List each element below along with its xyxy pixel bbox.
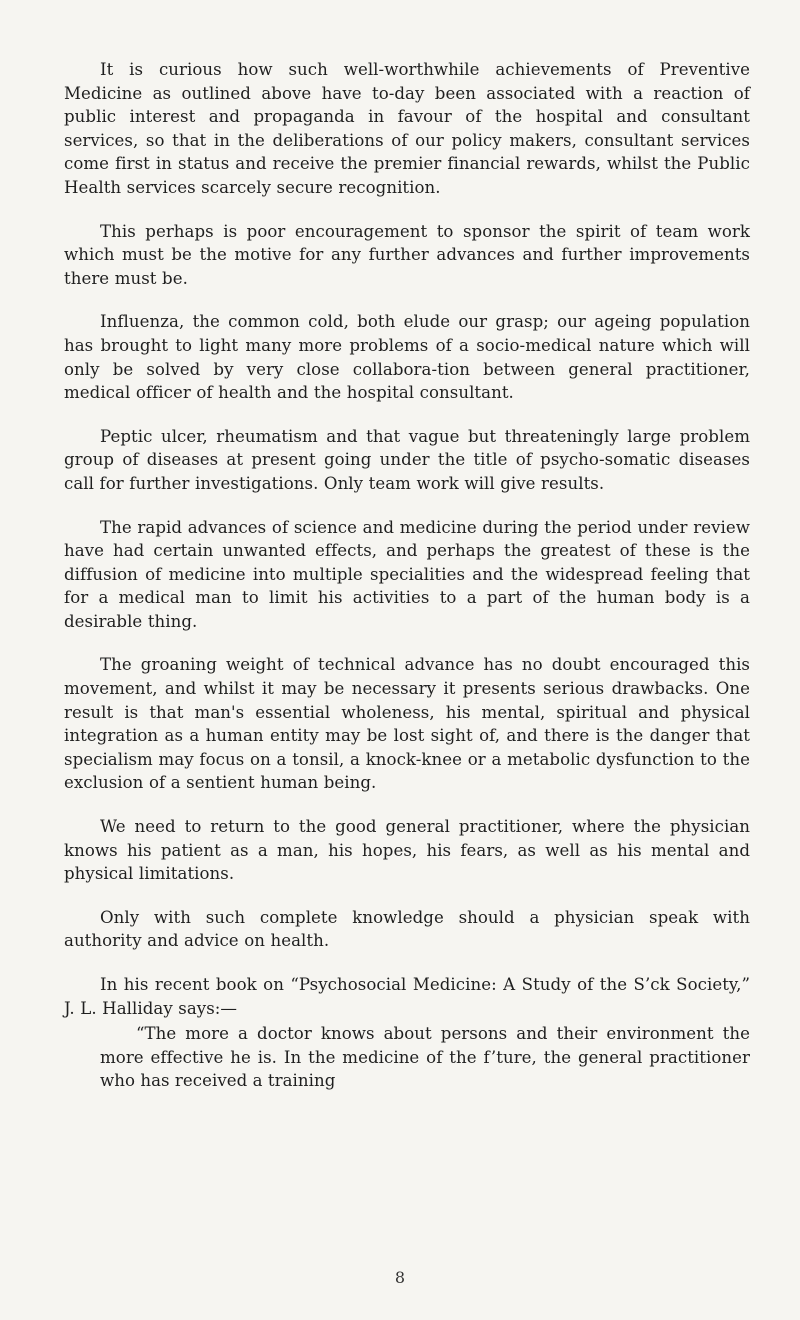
paragraph: We need to return to the good general practitioner, where the physician knows his patient as a man, his hopes, his fears, as well as his mental and physical limitations.: [64, 817, 750, 884]
paragraph: The rapid advances of science and medicine during the period under review have had certain unwanted effects, and perhaps the greatest of these is the diffusion of medicine into multiple specialities and the widespread feeling that for a medical man to limit his activities to a part of the human body is a desirable thing.: [64, 517, 750, 631]
page-number: 8: [394, 1268, 406, 1287]
page-body: [64, 58, 750, 1093]
paragraph: The groaning weight of technical advance has no doubt encouraged this movement, and whilst it may be necessary it presents serious drawbacks. One result is that man's essential wholeness, his mental, spiritual and physical integration as a human entity may be lost sight of, and there is the danger that specialism may focus on a tonsil, a knock-knee or a metabolic dysfunction to the exclusion of a sentient human being.: [64, 655, 750, 793]
paragraph: Influenza, the common cold, both elude our grasp; our ageing population has brought to light many more problems of a socio-medical nature which will only be solved by very close collabora-tion between general practitioner, medical officer of health and the hospital consultant.: [64, 312, 750, 403]
quote-intro: In his recent book on “Psychosocial Medicine: A Study of the S’ck Society,” J. L. Halliday says:—: [64, 975, 750, 1018]
block-quote: “The more a doctor knows about persons and their environment the more effective he is. In the medicine of the f’ture, the general practitioner who has received a training: [100, 1024, 750, 1091]
paragraph: Peptic ulcer, rheumatism and that vague but threateningly large problem group of diseases at present going under the title of psycho-somatic diseases call for further investigations. Only team work will give results.: [64, 426, 750, 493]
paragraph: It is curious how such well-worthwhile achievements of Preventive Medicine as outlined above have to-day been associated with a reaction of public interest and propaganda in favour of the hospital and consultant services, so that in the deliberations of our policy makers, consultant services come first in status and receive the premier financial rewards, whilst the Public Health services scarcely secure recognition.: [64, 60, 750, 197]
paragraph: This perhaps is poor encouragement to sponsor the spirit of team work which must be the motive for any further advances and further improvements there must be.: [64, 221, 750, 288]
paragraph: Only with such complete knowledge should a physician speak with authority and advice on health.: [64, 907, 750, 951]
